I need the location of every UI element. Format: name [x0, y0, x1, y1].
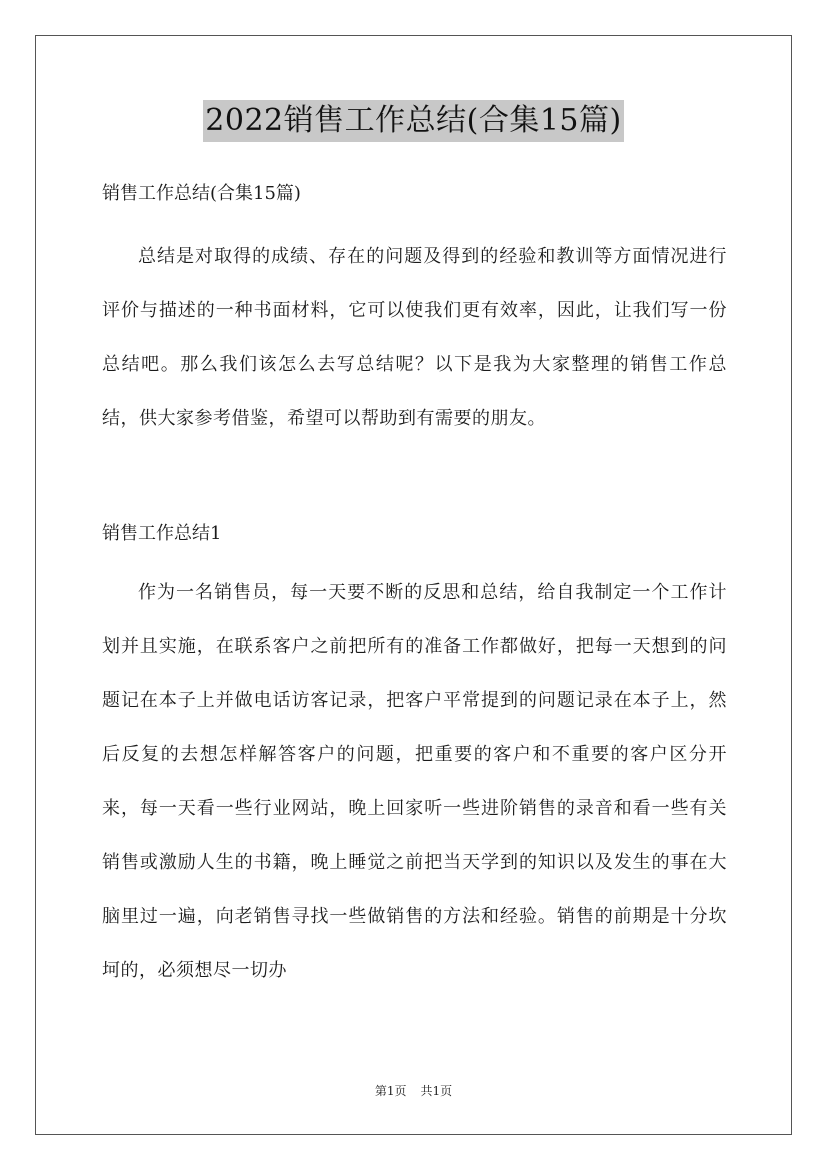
title-container — [0, 100, 827, 142]
document-title: 2022销售工作总结(合集15篇) — [203, 100, 623, 142]
document-subtitle: 销售工作总结(合集15篇) — [102, 183, 301, 204]
section-1 — [102, 516, 727, 998]
document-body — [102, 176, 727, 998]
section-heading: 销售工作总结1 — [102, 523, 222, 544]
page-number-current: 第1页 — [374, 1084, 407, 1098]
page-number-total: 共1页 — [420, 1084, 453, 1098]
section-paragraph: 作为一名销售员，每一天要不断的反思和总结，给自我制定一个工作计划并且实施，在联系客户之前把所有的准备工作都做好，把每一天想到的问题记在本子上并做电话访客记录，把客户平常提到的问题记录在本子上，然后反复的去想怎样解答客户的问题，把重要的客户和不重要的客户区分开来，每一天看一些行业网站，晚上回家听一些进阶销售的录音和看一些有关销售或激励人生的书籍，晚上睡觉之前把当天学到的知识以及发生的事在大脑里过一遍，向老销售寻找一些做销售的方法和经验。销售的前期是十分坎坷的，必须想尽一切办 — [102, 582, 727, 981]
page-footer — [0, 1083, 827, 1099]
intro-paragraph: 总结是对取得的成绩、存在的问题及得到的经验和教训等方面情况进行评价与描述的一种书面材料，它可以使我们更有效率，因此，让我们写一份总结吧。那么我们该怎么去写总结呢？以下是我为大家整理的销售工作总结，供大家参考借鉴，希望可以帮助到有需要的朋友。 — [102, 246, 727, 429]
